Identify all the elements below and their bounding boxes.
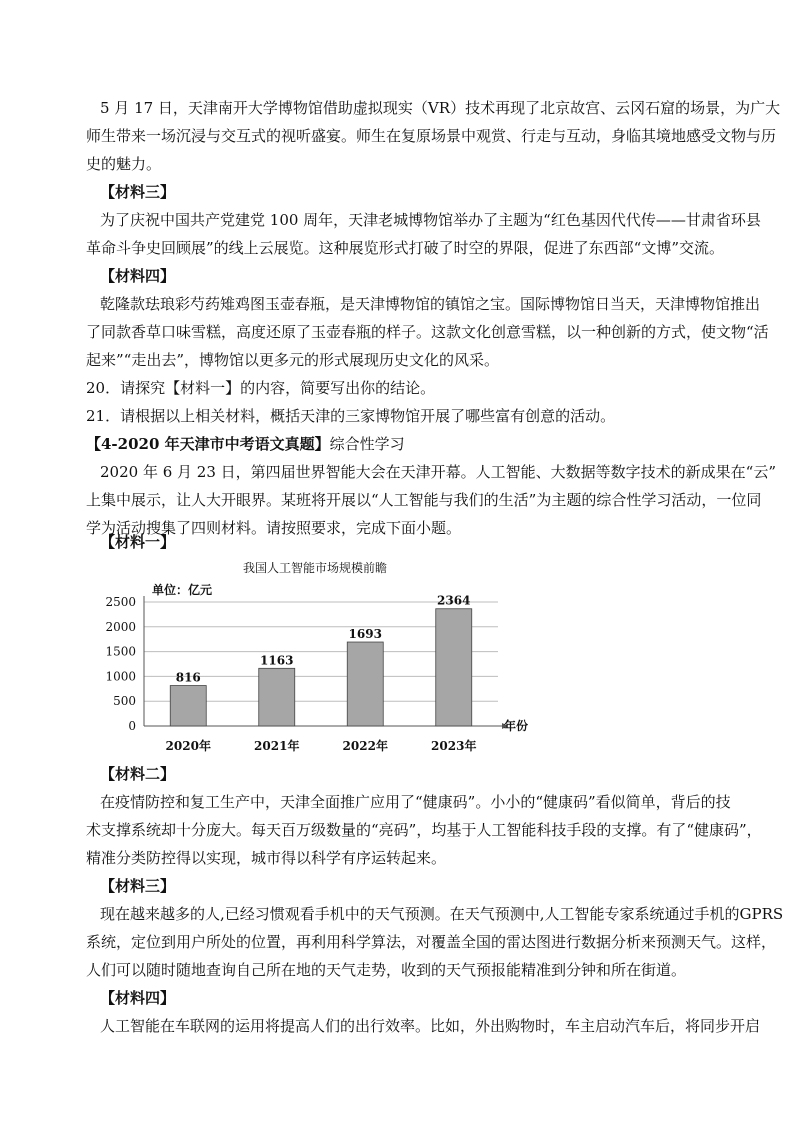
section-heading [86,430,405,458]
chart-y-tick-label: 0 [128,719,136,733]
paragraph-line: 史的魅力。 [86,155,162,173]
chart-x-axis-label: 年份 [504,719,529,733]
chart-x-tick-label: 2021年 [254,739,300,753]
paragraph-line: 精准分类防控得以实现，城市得以科学有序运转起来。 [86,849,447,867]
paragraph-line: 人工智能在车联网的运用将提高人们的出行效率。比如，外出购物时，车主启动汽车后，将同步开启 [100,1017,761,1035]
question-20: 20．请探究【材料一】的内容，简要写出你的结论。 [86,379,436,397]
material-3-label: 【材料三】 [100,183,176,201]
chart-unit-label: 单位：亿元 [152,583,213,597]
paragraph-line: 5 月 17 日，天津南开大学博物馆借助虚拟现实（VR）技术再现了北京故宫、云冈石窟的场景，为广大 [100,99,781,117]
paragraph-line: 术支撑系统却十分庞大。每天百万级数量的“亮码”，均基于人工智能科技手段的支撑。有了“健康码”， [86,821,762,839]
material-2-label: 【材料二】 [100,765,176,783]
question-21: 21．请根据以上相关材料，概括天津的三家博物馆开展了哪些富有创意的活动。 [86,407,616,425]
chart-y-tick-label: 500 [113,694,136,709]
section-title-rest: 综合性学习 [329,435,405,453]
paragraph-line: 现在越来越多的人,已经习惯观看手机中的天气预测。在天气预测中,人工智能专家系统通过手机的GPRS [100,905,784,923]
chart-bar [259,668,295,726]
chart-y-tick-label: 2500 [105,595,136,609]
paragraph-line: 2020 年 6 月 23 日，第四届世界智能大会在天津开幕。人工智能、大数据等数字技术的新成果在“云” [100,463,776,481]
paragraph-line: 了同款香草口味雪糕，高度还原了玉壶春瓶的样子。这款文化创意雪糕，以一种创新的方式，使文物“活 [86,323,769,341]
chart-x-tick-label: 2023年 [431,739,477,753]
paragraph-line: 乾隆款珐琅彩芍药雉鸡图玉壶春瓶，是天津博物馆的镇馆之宝。国际博物馆日当天，天津博物馆推出 [100,295,761,313]
chart-bar [170,686,206,726]
material-4-label: 【材料四】 [100,989,176,1007]
paragraph-line: 革命斗争史回顾展”的线上云展览。这种展览形式打破了时空的界限，促进了东西部“文博”交流。 [86,239,725,257]
chart-title: 我国人工智能市场规模前瞻 [242,561,388,575]
material-4-label: 【材料四】 [100,267,176,285]
chart-y-tick-label: 1000 [105,669,136,684]
paragraph-line: 在疫情防控和复工生产中，天津全面推广应用了“健康码”。小小的“健康码”看似简单，背后的技 [100,793,731,811]
market-size-bar-chart [100,552,529,762]
paragraph-line: 为了庆祝中国共产党建党 100 周年，天津老城博物馆举办了主题为“红色基因代代传——甘肃省环县 [100,211,761,229]
paragraph-line: 起来”“走出去”，博物馆以更多元的形式展现历史文化的风采。 [86,351,500,369]
section-title-bold: 【4-2020 年天津市中考语文真题】 [86,435,330,453]
paragraph-line: 学为活动搜集了四则材料。请按照要求，完成下面小题。 [86,519,462,537]
chart-data-label: 1163 [260,653,294,668]
chart-x-tick-label: 2022年 [342,739,388,753]
chart-data-label: 816 [175,670,201,685]
chart-x-tick-label: 2020年 [165,739,211,753]
chart-data-label: 1693 [348,627,382,642]
paragraph-line: 上集中展示，让人大开眼界。某班将开展以“人工智能与我们的生活”为主题的综合性学习活动，一位同 [86,491,762,509]
paragraph-line: 人们可以随时随地查询自己所在地的天气走势，收到的天气预报能精准到分钟和所在街道。 [86,961,687,979]
chart-bar [436,609,472,726]
chart-y-tick-label: 1500 [105,644,136,659]
chart-y-tick-label: 2000 [105,619,136,634]
material-1-label: 【材料一】 [100,533,176,551]
chart-data-label: 2364 [437,593,471,608]
paragraph-line: 师生带来一场沉浸与交互式的视听盛宴。师生在复原场景中观赏、行走与互动，身临其境地感受文物与历 [86,127,777,145]
chart-bar [347,642,383,726]
material-3-label: 【材料三】 [100,877,176,895]
paragraph-line: 系统，定位到用户所处的位置，再利用科学算法，对覆盖全国的雷达图进行数据分析来预测天气。这样， [86,933,777,951]
